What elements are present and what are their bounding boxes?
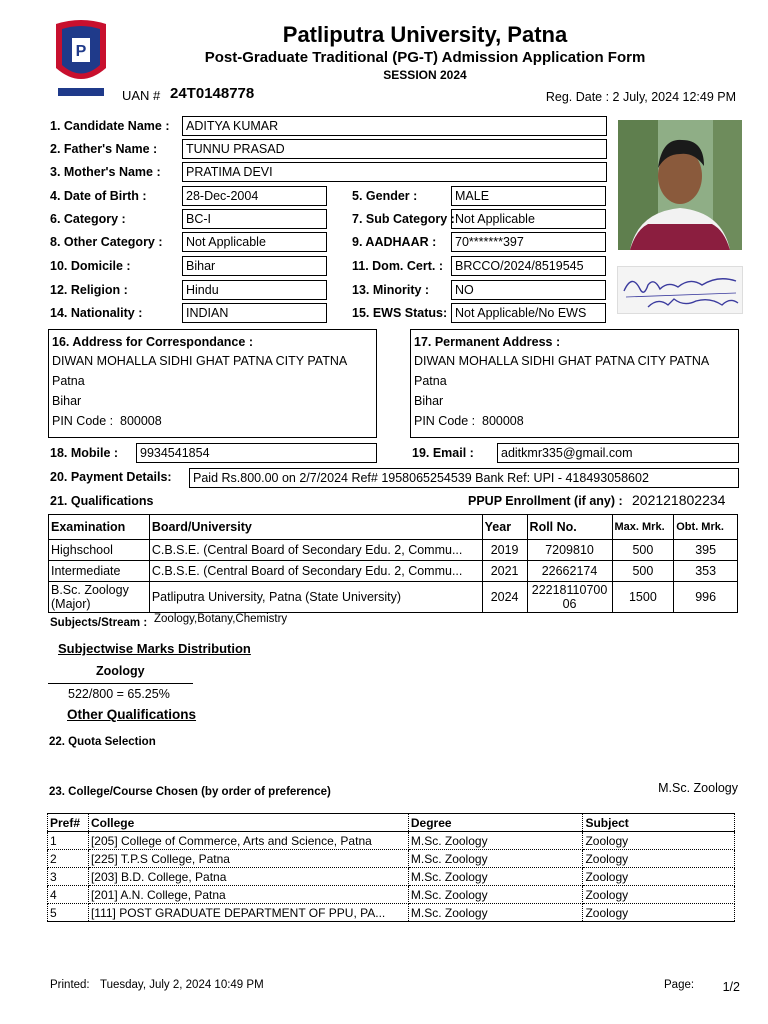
cell-exam xyxy=(49,582,150,613)
perm-pin-value: 800008 xyxy=(482,414,524,428)
email-label: 19. Email : xyxy=(412,446,474,460)
candidate-signature xyxy=(617,266,743,314)
cell-degree: M.Sc. Zoology xyxy=(408,850,583,868)
signature-image xyxy=(618,267,744,315)
table-row xyxy=(48,832,735,850)
mobile-value: 9934541854 xyxy=(136,443,377,463)
nationality-value: INDIAN xyxy=(182,303,327,323)
corr-pin-label: PIN Code : xyxy=(52,414,114,428)
ews-value: Not Applicable/No EWS xyxy=(451,303,606,323)
religion-value: Hindu xyxy=(182,280,327,300)
table-header-row xyxy=(49,515,738,540)
mother-name-label: 3. Mother's Name : xyxy=(50,165,161,179)
enrollment-label: PPUP Enrollment (if any) : xyxy=(468,494,623,508)
reg-date: Reg. Date : 2 July, 2024 12:49 PM xyxy=(545,90,736,104)
cell-pref: 1 xyxy=(48,832,89,850)
aadhaar-label: 9. AADHAAR : xyxy=(352,235,437,249)
cell-pref: 5 xyxy=(48,904,89,922)
domicile-value: Bihar xyxy=(182,256,327,276)
table-header-row xyxy=(48,814,735,832)
col-max-marks: Max. Mrk. xyxy=(612,515,674,540)
uan-value: 24T0148778 xyxy=(170,85,255,102)
svg-text:P: P xyxy=(75,43,87,60)
page-title: Patliputra University, Patna xyxy=(282,22,568,47)
cell-max: 500 xyxy=(612,540,674,561)
payment-value: Paid Rs.800.00 on 2/7/2024 Ref# 1958065254539 Bank Ref: UPI - 418493058602 xyxy=(189,468,739,488)
table-row xyxy=(48,850,735,868)
father-name-label: 2. Father's Name : xyxy=(50,142,158,156)
minority-label: 13. Minority : xyxy=(352,283,430,297)
corr-address-line2: Patna xyxy=(52,374,85,388)
qualifications-label: 21. Qualifications xyxy=(50,494,154,508)
col-subject: Subject xyxy=(583,814,735,832)
col-pref: Pref# xyxy=(48,814,89,832)
candidate-photo xyxy=(618,120,742,250)
perm-pin-label: PIN Code : xyxy=(414,414,476,428)
cell-obt: 395 xyxy=(674,540,738,561)
cell-pref: 2 xyxy=(48,850,89,868)
col-roll: Roll No. xyxy=(527,515,612,540)
cell-board: C.B.S.E. (Central Board of Secondary Edu. 2, Commu... xyxy=(149,540,482,561)
session-label: SESSION 2024 xyxy=(383,68,467,82)
cell-max: 1500 xyxy=(612,582,674,613)
cell-pref: 4 xyxy=(48,886,89,904)
table-row xyxy=(48,886,735,904)
enrollment-value: 202121802234 xyxy=(632,492,726,508)
cell-exam: Intermediate xyxy=(49,561,150,582)
logo-emblem-icon xyxy=(48,16,114,100)
other-category-value: Not Applicable xyxy=(182,232,327,252)
page-label: Page: xyxy=(664,979,695,991)
other-category-label: 8. Other Category : xyxy=(50,235,163,249)
cell-subject: Zoology xyxy=(583,832,735,850)
sub-category-label: 7. Sub Category : xyxy=(352,212,455,226)
mother-name-value: PRATIMA DEVI xyxy=(182,162,607,182)
subjects-label: Subjects/Stream : xyxy=(50,617,148,629)
mobile-label: 18. Mobile : xyxy=(50,446,119,460)
corr-address-label: 16. Address for Correspondance : xyxy=(52,335,253,349)
printed-label: Printed: xyxy=(50,979,90,991)
perm-address-line2: Patna xyxy=(414,374,447,388)
cell-board: Patliputra University, Patna (State University) xyxy=(149,582,482,613)
uan-label: UAN # xyxy=(122,88,161,103)
corr-pin-value: 800008 xyxy=(120,414,162,428)
col-college: College xyxy=(88,814,408,832)
col-examination: Examination xyxy=(49,515,150,540)
category-label: 6. Category : xyxy=(50,212,126,226)
cell-year: 2019 xyxy=(482,540,527,561)
cell-degree: M.Sc. Zoology xyxy=(408,904,583,922)
marks-value: 522/800 = 65.25% xyxy=(68,687,170,701)
qualifications-table xyxy=(48,514,738,613)
cell-roll xyxy=(527,582,612,613)
nationality-label: 14. Nationality : xyxy=(50,306,143,320)
cell-subject: Zoology xyxy=(583,850,735,868)
cell-obt: 353 xyxy=(674,561,738,582)
permanent-address-panel xyxy=(410,329,739,438)
subjects-value: Zoology,Botany,Chemistry xyxy=(154,613,288,625)
cell-degree: M.Sc. Zoology xyxy=(408,832,583,850)
ews-label: 15. EWS Status: xyxy=(352,306,448,320)
candidate-name-value: ADITYA KUMAR xyxy=(182,116,607,136)
cell-pref: 3 xyxy=(48,868,89,886)
sub-category-value: Not Applicable xyxy=(451,209,606,229)
printed-value: Tuesday, July 2, 2024 10:49 PM xyxy=(100,979,264,991)
minority-value: NO xyxy=(451,280,606,300)
dom-cert-value: BRCCO/2024/8519545 xyxy=(451,256,606,276)
table-row xyxy=(49,582,738,613)
course-chosen: M.Sc. Zoology xyxy=(658,781,738,795)
quota-selection-label: 22. Quota Selection xyxy=(49,736,156,748)
cell-subject: Zoology xyxy=(583,904,735,922)
exam-line-2: (Major) xyxy=(51,597,91,611)
college-preference-table xyxy=(47,813,735,922)
dob-label: 4. Date of Birth : xyxy=(50,189,147,203)
col-board: Board/University xyxy=(149,515,482,540)
cell-degree: M.Sc. Zoology xyxy=(408,886,583,904)
roll-line-2: 06 xyxy=(562,597,577,611)
col-obt-marks: Obt. Mrk. xyxy=(674,515,738,540)
table-row xyxy=(49,561,738,582)
domicile-label: 10. Domicile : xyxy=(50,259,131,273)
cell-college: [225] T.P.S College, Patna xyxy=(88,850,408,868)
email-value: aditkmr335@gmail.com xyxy=(497,443,739,463)
other-qualifications-heading: Other Qualifications xyxy=(67,707,197,722)
perm-address-line3: Bihar xyxy=(414,394,444,408)
father-name-value: TUNNU PRASAD xyxy=(182,139,607,159)
marks-subject: Zoology xyxy=(96,664,145,678)
perm-address-label: 17. Permanent Address : xyxy=(414,335,561,349)
religion-label: 12. Religion : xyxy=(50,283,128,297)
col-year: Year xyxy=(482,515,527,540)
category-value: BC-I xyxy=(182,209,327,229)
cell-subject: Zoology xyxy=(583,868,735,886)
exam-line-1: B.Sc. Zoology xyxy=(51,583,129,597)
marks-distribution-heading: Subjectwise Marks Distribution xyxy=(58,641,251,656)
corr-address-line1: DIWAN MOHALLA SIDHI GHAT PATNA CITY PATNA xyxy=(52,354,348,368)
aadhaar-value: 70*******397 xyxy=(451,232,606,252)
table-row xyxy=(48,868,735,886)
col-degree: Degree xyxy=(408,814,583,832)
cell-degree: M.Sc. Zoology xyxy=(408,868,583,886)
candidate-name-label: 1. Candidate Name : xyxy=(50,119,170,133)
gender-label: 5. Gender : xyxy=(352,189,418,203)
cell-roll: 7209810 xyxy=(527,540,612,561)
cell-roll: 22662174 xyxy=(527,561,612,582)
cell-year: 2021 xyxy=(482,561,527,582)
perm-address-line1: DIWAN MOHALLA SIDHI GHAT PATNA CITY PATNA xyxy=(414,354,710,368)
cell-year: 2024 xyxy=(482,582,527,613)
cell-college: [201] A.N. College, Patna xyxy=(88,886,408,904)
corr-address-line3: Bihar xyxy=(52,394,82,408)
college-chosen-label: 23. College/Course Chosen (by order of preference) xyxy=(49,786,331,798)
correspondence-address-panel xyxy=(48,329,377,438)
roll-line-1: 22218110700 xyxy=(531,583,608,597)
form-subtitle: Post-Graduate Traditional (PG-T) Admission Application Form xyxy=(204,49,646,66)
dob-value: 28-Dec-2004 xyxy=(182,186,327,206)
cell-college: [203] B.D. College, Patna xyxy=(88,868,408,886)
payment-label: 20. Payment Details: xyxy=(50,470,172,484)
dom-cert-label: 11. Dom. Cert. : xyxy=(352,259,443,273)
university-logo xyxy=(48,16,114,100)
cell-college: [111] POST GRADUATE DEPARTMENT OF PPU, PA... xyxy=(88,904,408,922)
cell-board: C.B.S.E. (Central Board of Secondary Edu. 2, Commu... xyxy=(149,561,482,582)
cell-subject: Zoology xyxy=(583,886,735,904)
page-number: 1/2 xyxy=(722,980,740,994)
cell-obt: 996 xyxy=(674,582,738,613)
cell-max: 500 xyxy=(612,561,674,582)
gender-value: MALE xyxy=(451,186,606,206)
table-row xyxy=(48,904,735,922)
cell-exam: Highschool xyxy=(49,540,150,561)
cell-college: [205] College of Commerce, Arts and Science, Patna xyxy=(88,832,408,850)
photo-image xyxy=(618,120,742,250)
table-row xyxy=(49,540,738,561)
